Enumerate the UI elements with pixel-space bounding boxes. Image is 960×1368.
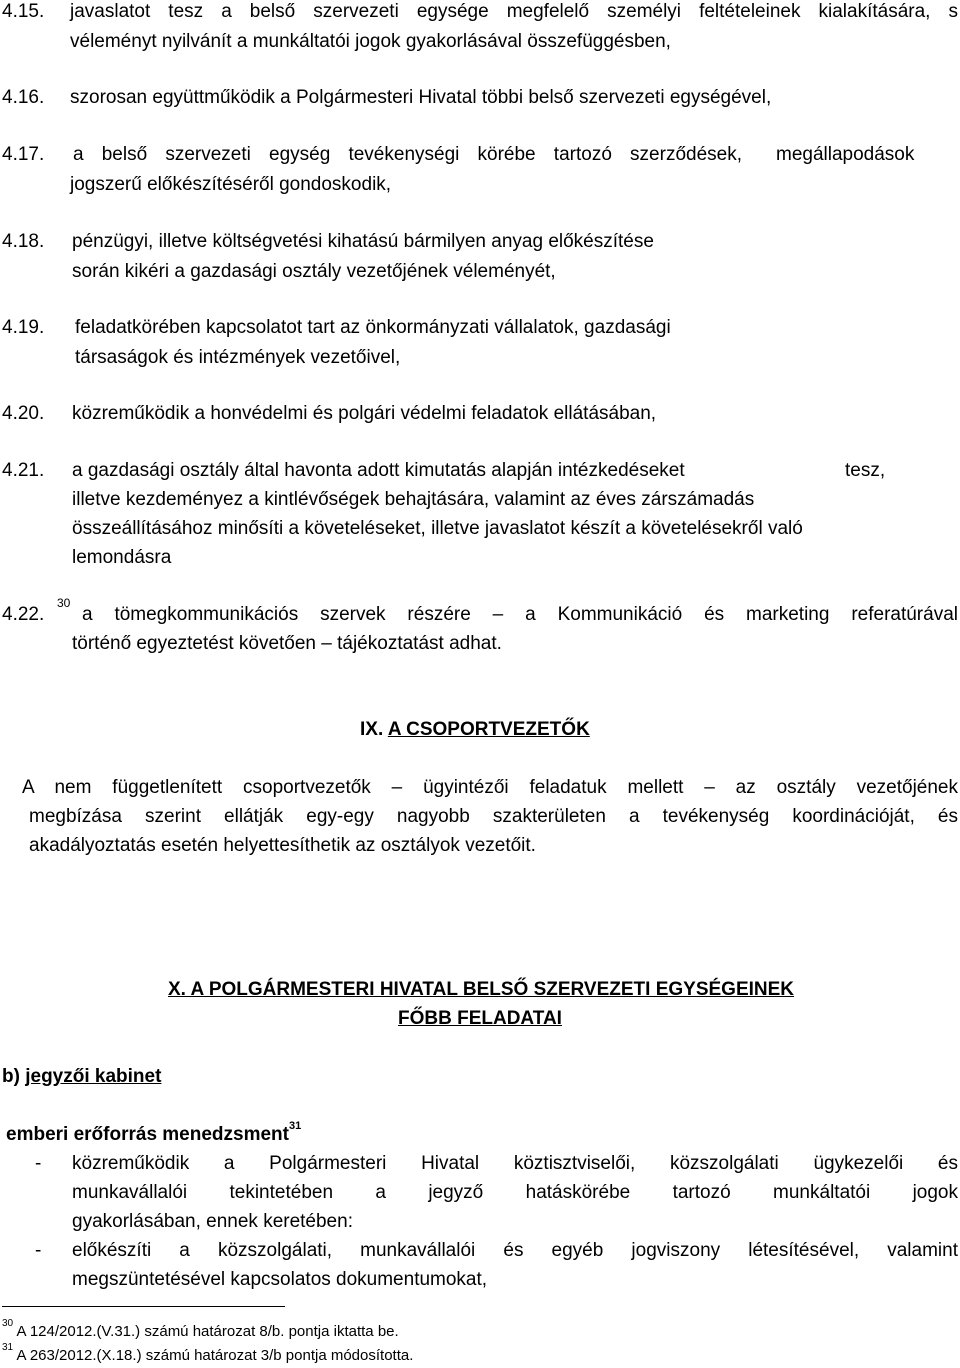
item-text-line: véleményt nyilvánít a munkáltatói jogok gyakorlásával összefüggésben, bbox=[70, 31, 671, 52]
item-text-line: társaságok és intézmények vezetőivel, bbox=[75, 347, 401, 368]
subsection-heading bbox=[2, 1067, 161, 1086]
item-number: 4.21. bbox=[2, 460, 45, 481]
item-number: 4.15. bbox=[2, 1, 45, 22]
item-text-line: feladatkörében kapcsolatot tart az önkormányzati vállalatok, gazdasági bbox=[75, 317, 671, 338]
item-text-line: lemondásra bbox=[72, 547, 172, 568]
item-number: 4.18. bbox=[2, 231, 45, 252]
item-number: 4.16. bbox=[2, 87, 45, 108]
list-item-line: munkavállalói tekintetében a jegyző hatáskörébe tartozó munkáltatói jogok bbox=[72, 1182, 958, 1203]
dash-bullet: - bbox=[35, 1153, 42, 1174]
section-ix-heading bbox=[360, 720, 590, 739]
footnote-mark: 31 bbox=[2, 1342, 14, 1353]
list-item-line: közreműködik a Polgármesteri Hivatal köztisztviselői, közszolgálati ügykezelői és bbox=[72, 1153, 958, 1174]
item-text-line: illetve kezdeményez a kintlévőségek behajtására, valamint az éves zárszámadás bbox=[72, 489, 755, 510]
item-number: 4.20. bbox=[2, 403, 45, 424]
item-number: 4.22. bbox=[2, 604, 45, 625]
item-text-line: történő egyeztetést követően – tájékoztatást adhat. bbox=[72, 633, 502, 654]
subsection-title: jegyzői kabinet bbox=[25, 1066, 162, 1087]
item-number: 4.19. bbox=[2, 317, 45, 338]
footnote bbox=[2, 1318, 399, 1340]
item-text-line: közreműködik a honvédelmi és polgári védelmi feladatok ellátásában, bbox=[72, 403, 657, 424]
item-text-line: jogszerű előkészítéséről gondoskodik, bbox=[70, 174, 392, 195]
item-text-line: javaslatot tesz a belső szervezeti egysége megfelelő személyi feltételeinek kialakítására, s bbox=[70, 1, 958, 22]
item-text-line: megállapodások bbox=[776, 144, 915, 165]
paragraph-line: A nem függetlenített csoportvezetők – ügyintézői feladatuk mellett – az osztály vezetőjének bbox=[22, 777, 958, 798]
paragraph-line: megbízása szerint ellátják egy-egy nagyobb szakterületen a tevékenység koordinációját, és bbox=[29, 806, 958, 827]
item-text-line: a gazdasági osztály által havonta adott kimutatás alapján intézkedéseket bbox=[72, 460, 685, 481]
item-text-line: a belső szervezeti egység tevékenységi körébe tartozó szerződések, bbox=[73, 144, 742, 165]
list-item-line: gyakorlásában, ennek keretében: bbox=[72, 1211, 353, 1232]
subsection-prefix: b) bbox=[2, 1066, 20, 1087]
list-item-line: előkészíti a közszolgálati, munkavállalói és egyéb jogviszony létesítésével, valamint bbox=[72, 1240, 958, 1261]
dash-bullet: - bbox=[35, 1240, 42, 1261]
footnote-ref: 31 bbox=[289, 1120, 302, 1132]
item-text-line: tesz, bbox=[845, 460, 886, 481]
item-number: 4.17. bbox=[2, 144, 45, 165]
footnote-text: A 124/2012.(V.31.) számú határozat 8/b. pontja iktatta be. bbox=[16, 1323, 399, 1340]
heading-line: FŐBB FELADATAI bbox=[398, 1008, 562, 1029]
heading-number: IX. bbox=[360, 719, 384, 740]
heading-line: X. A POLGÁRMESTERI HIVATAL BELSŐ SZERVEZETI EGYSÉGEINEK bbox=[168, 979, 795, 1000]
item-text-line: a tömegkommunikációs szervek részére – a Kommunikáció és marketing referatúrával bbox=[82, 604, 958, 625]
footnote-text: A 263/2012.(X.18.) számú határozat 3/b pontja módosította. bbox=[16, 1347, 414, 1364]
footnote-separator bbox=[2, 1306, 285, 1307]
list-item-line: megszüntetésével kapcsolatos dokumentumokat, bbox=[72, 1269, 488, 1290]
item-text-line: szorosan együttműködik a Polgármesteri Hivatal többi belső szervezeti egységével, bbox=[70, 87, 772, 108]
footnote-mark: 30 bbox=[2, 1318, 14, 1329]
item-text-line: összeállításához minősíti a követeléseket, illetve javaslatot készít a követelésekről való bbox=[72, 518, 803, 539]
item-text-line: során kikéri a gazdasági osztály vezetőjének véleményét, bbox=[72, 261, 556, 282]
item-text-line: pénzügyi, illetve költségvetési kihatású bármilyen anyag előkészítése bbox=[72, 231, 654, 252]
heading-title: A CSOPORTVEZETŐK bbox=[387, 719, 590, 740]
paragraph-line: akadályoztatás esetén helyettesíthetik az osztályok vezetőit. bbox=[29, 835, 536, 856]
hr-title-text: emberi erőforrás menedzsment bbox=[6, 1124, 289, 1145]
hr-block-title bbox=[6, 1120, 302, 1145]
footnote-ref: 30 bbox=[57, 596, 71, 610]
footnote bbox=[2, 1342, 414, 1364]
